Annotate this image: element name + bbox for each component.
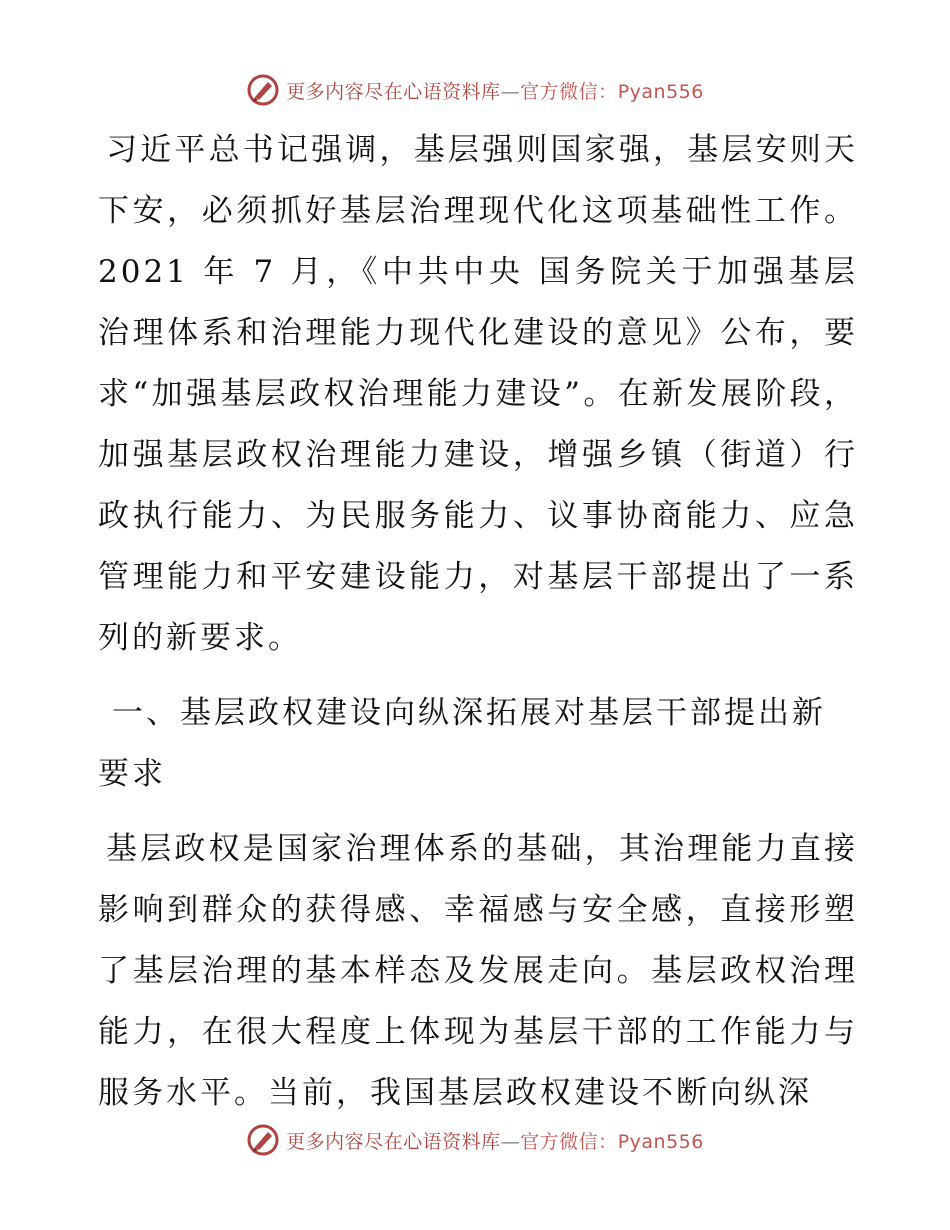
banner-wechat-handle: Pyan556 [617,1130,704,1153]
paragraph-2: 基层政权是国家治理体系的基础，其治理能力直接影响到群众的获得感、幸福感与安全感，直接形塑了基层治理的基本样态及发展走向。基层政权治理能力，在很大程度上体现为基层干部的工作能力与服务水平。当前，我国基层政权建设不断向纵深 [98,831,858,1111]
section-heading-1: 一、基层政权建设向纵深拓展对基层干部提出新要求 [98,695,826,792]
banner-text [286,77,704,104]
banner-dash: — [500,80,521,103]
banner-main-text: 更多内容尽在心语资料库 [286,1130,501,1153]
banner-wechat-handle: Pyan556 [617,80,704,103]
paragraph-1: 习近平总书记强调，基层强则国家强，基层安则天下安，必须抓好基层治理现代化这项基础性工作。2021 年 7 月，《中共中央 国务院关于加强基层治理体系和治理能力现代化建设的意见》公布，要求“加强基层政权治理能力建设”。在新发展阶段，加强基层政权治理能力建设，增强乡镇（街道）行政执行能力、为民服务能力、议事协商能力、应急管理能力和平安建设能力，对基层干部提出了一系列的新要求。 [98,132,858,656]
banner-wechat-label: 官方微信： [520,80,618,103]
banner-dash: — [500,1130,521,1153]
banner-text [286,1127,704,1154]
header-watermark-banner [0,70,950,110]
pen-logo-icon [246,1123,280,1157]
banner-main-text: 更多内容尽在心语资料库 [286,80,501,103]
footer-watermark-banner [0,1120,950,1160]
banner-wechat-label: 官方微信： [520,1130,618,1153]
document-body [98,120,858,1124]
pen-logo-icon [246,73,280,107]
